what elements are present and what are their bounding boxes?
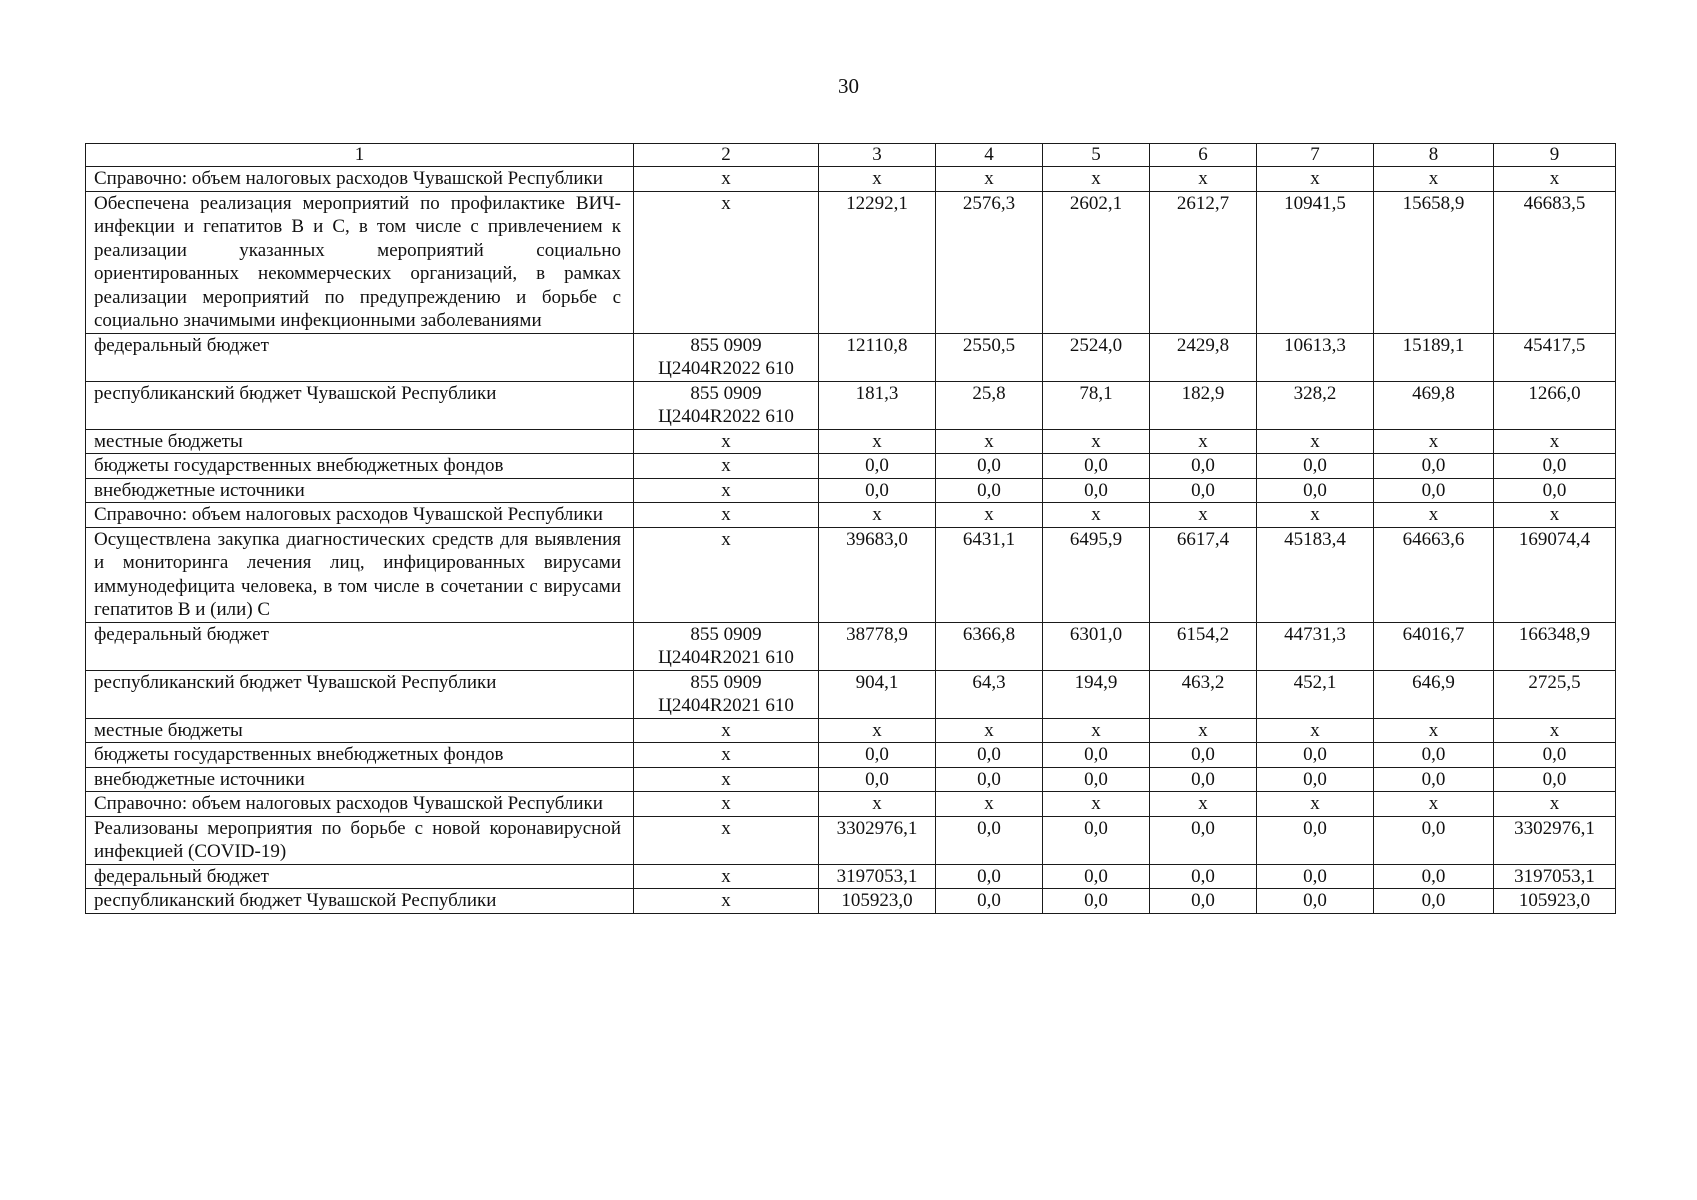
value-cell: 0,0: [1043, 454, 1150, 479]
value-cell: 0,0: [1043, 478, 1150, 503]
value-cell: х: [819, 718, 936, 743]
budget-code-cell: 855 0909 Ц2404R2022 610: [634, 381, 819, 429]
value-cell: 15658,9: [1374, 191, 1494, 333]
table-row: [86, 429, 1616, 454]
column-header: 7: [1257, 144, 1374, 167]
table-row: [86, 767, 1616, 792]
value-cell: 6366,8: [936, 622, 1043, 670]
value-cell: х: [936, 503, 1043, 528]
value-cell: 0,0: [1494, 743, 1616, 768]
value-cell: х: [1257, 429, 1374, 454]
value-cell: х: [1043, 167, 1150, 192]
budget-code-cell: 855 0909 Ц2404R2022 610: [634, 333, 819, 381]
value-cell: 0,0: [1150, 478, 1257, 503]
value-cell: 0,0: [936, 864, 1043, 889]
value-cell: 105923,0: [1494, 889, 1616, 914]
value-cell: х: [1150, 718, 1257, 743]
budget-table: [85, 143, 1616, 914]
value-cell: х: [1043, 718, 1150, 743]
value-cell: х: [1257, 718, 1374, 743]
value-cell: х: [1043, 503, 1150, 528]
value-cell: х: [1494, 167, 1616, 192]
value-cell: 38778,9: [819, 622, 936, 670]
value-cell: 0,0: [936, 454, 1043, 479]
value-cell: 0,0: [1150, 743, 1257, 768]
value-cell: 2429,8: [1150, 333, 1257, 381]
value-cell: 0,0: [819, 478, 936, 503]
value-cell: 328,2: [1257, 381, 1374, 429]
value-cell: 0,0: [1150, 454, 1257, 479]
value-cell: 0,0: [1374, 889, 1494, 914]
row-name-cell: внебюджетные источники: [86, 478, 634, 503]
value-cell: 105923,0: [819, 889, 936, 914]
budget-code-cell: х: [634, 503, 819, 528]
budget-code-cell: х: [634, 816, 819, 864]
table-row: [86, 503, 1616, 528]
row-name-cell: Осуществлена закупка диагностических средств для выявления и мониторинга лечения лиц, инфицированных вирусами иммунодефицита человека, в том числе в сочетании с вирусами гепатитов В и (или) С: [86, 527, 634, 622]
row-name-cell: федеральный бюджет: [86, 333, 634, 381]
value-cell: 194,9: [1043, 670, 1150, 718]
column-header: 3: [819, 144, 936, 167]
table-row: [86, 622, 1616, 670]
value-cell: х: [1257, 167, 1374, 192]
value-cell: х: [1150, 167, 1257, 192]
row-name-cell: бюджеты государственных внебюджетных фондов: [86, 743, 634, 768]
value-cell: 904,1: [819, 670, 936, 718]
table-row: [86, 167, 1616, 192]
value-cell: х: [1494, 503, 1616, 528]
value-cell: х: [1150, 503, 1257, 528]
row-name-cell: республиканский бюджет Чувашской Республики: [86, 889, 634, 914]
value-cell: 45183,4: [1257, 527, 1374, 622]
value-cell: 3197053,1: [1494, 864, 1616, 889]
value-cell: 0,0: [1374, 743, 1494, 768]
value-cell: 3197053,1: [819, 864, 936, 889]
value-cell: 78,1: [1043, 381, 1150, 429]
table-row: [86, 191, 1616, 333]
page-number: 30: [838, 74, 859, 98]
table-row: [86, 381, 1616, 429]
row-name-cell: Справочно: объем налоговых расходов Чувашской Республики: [86, 167, 634, 192]
value-cell: 1266,0: [1494, 381, 1616, 429]
value-cell: 6431,1: [936, 527, 1043, 622]
value-cell: 15189,1: [1374, 333, 1494, 381]
table-row: [86, 527, 1616, 622]
value-cell: 0,0: [1257, 454, 1374, 479]
value-cell: х: [1257, 792, 1374, 817]
value-cell: 10941,5: [1257, 191, 1374, 333]
value-cell: х: [1494, 718, 1616, 743]
budget-code-cell: х: [634, 864, 819, 889]
value-cell: 0,0: [1043, 889, 1150, 914]
budget-code-cell: 855 0909 Ц2404R2021 610: [634, 670, 819, 718]
value-cell: х: [1257, 503, 1374, 528]
row-name-cell: Справочно: объем налоговых расходов Чувашской Республики: [86, 792, 634, 817]
value-cell: 0,0: [1257, 743, 1374, 768]
value-cell: 0,0: [1374, 454, 1494, 479]
column-header: 6: [1150, 144, 1257, 167]
value-cell: 6301,0: [1043, 622, 1150, 670]
value-cell: 0,0: [1150, 816, 1257, 864]
value-cell: 45417,5: [1494, 333, 1616, 381]
value-cell: х: [1374, 718, 1494, 743]
value-cell: 166348,9: [1494, 622, 1616, 670]
value-cell: 0,0: [1257, 767, 1374, 792]
table-row: [86, 792, 1616, 817]
value-cell: 0,0: [1257, 889, 1374, 914]
column-header: 1: [86, 144, 634, 167]
row-name-cell: республиканский бюджет Чувашской Республики: [86, 670, 634, 718]
value-cell: 0,0: [1494, 454, 1616, 479]
value-cell: 463,2: [1150, 670, 1257, 718]
value-cell: 0,0: [1150, 889, 1257, 914]
value-cell: 0,0: [1494, 767, 1616, 792]
row-name-cell: внебюджетные источники: [86, 767, 634, 792]
value-cell: 2576,3: [936, 191, 1043, 333]
value-cell: 0,0: [1374, 478, 1494, 503]
budget-code-cell: х: [634, 454, 819, 479]
column-header: 2: [634, 144, 819, 167]
budget-code-cell: х: [634, 792, 819, 817]
value-cell: х: [1374, 167, 1494, 192]
value-cell: 0,0: [1043, 816, 1150, 864]
table-row: [86, 670, 1616, 718]
value-cell: 0,0: [1257, 478, 1374, 503]
budget-code-cell: х: [634, 767, 819, 792]
value-cell: 646,9: [1374, 670, 1494, 718]
value-cell: 0,0: [819, 454, 936, 479]
row-name-cell: Справочно: объем налоговых расходов Чувашской Республики: [86, 503, 634, 528]
value-cell: х: [936, 429, 1043, 454]
value-cell: 64,3: [936, 670, 1043, 718]
value-cell: 0,0: [936, 743, 1043, 768]
value-cell: 181,3: [819, 381, 936, 429]
value-cell: 10613,3: [1257, 333, 1374, 381]
table-header-row: [86, 144, 1616, 167]
budget-code-cell: х: [634, 191, 819, 333]
row-name-cell: Обеспечена реализация мероприятий по профилактике ВИЧ-инфекции и гепатитов В и С, в том числе с привлечением к реализации указанных мероприятий социально ориентированных некоммерческих организаций, в рамках реализации мероприятий по предупреждению и борьбе с социально значимыми инфекционными заболеваниями: [86, 191, 634, 333]
value-cell: х: [819, 167, 936, 192]
value-cell: 3302976,1: [819, 816, 936, 864]
value-cell: х: [1043, 429, 1150, 454]
value-cell: 2602,1: [1043, 191, 1150, 333]
value-cell: 452,1: [1257, 670, 1374, 718]
value-cell: 0,0: [936, 767, 1043, 792]
value-cell: 0,0: [1043, 767, 1150, 792]
value-cell: х: [1043, 792, 1150, 817]
table-row: [86, 889, 1616, 914]
value-cell: 6154,2: [1150, 622, 1257, 670]
budget-code-cell: х: [634, 889, 819, 914]
budget-code-cell: х: [634, 718, 819, 743]
value-cell: 0,0: [819, 743, 936, 768]
value-cell: 2612,7: [1150, 191, 1257, 333]
row-name-cell: бюджеты государственных внебюджетных фондов: [86, 454, 634, 479]
value-cell: 0,0: [936, 889, 1043, 914]
value-cell: х: [936, 167, 1043, 192]
value-cell: 12110,8: [819, 333, 936, 381]
value-cell: х: [1150, 429, 1257, 454]
row-name-cell: местные бюджеты: [86, 718, 634, 743]
value-cell: 0,0: [1374, 816, 1494, 864]
budget-code-cell: х: [634, 167, 819, 192]
row-name-cell: республиканский бюджет Чувашской Республики: [86, 381, 634, 429]
value-cell: 12292,1: [819, 191, 936, 333]
value-cell: 0,0: [1257, 816, 1374, 864]
column-header: 8: [1374, 144, 1494, 167]
table-row: [86, 816, 1616, 864]
budget-code-cell: х: [634, 743, 819, 768]
table-row: [86, 333, 1616, 381]
budget-code-cell: х: [634, 527, 819, 622]
value-cell: 2550,5: [936, 333, 1043, 381]
value-cell: х: [819, 503, 936, 528]
value-cell: 6617,4: [1150, 527, 1257, 622]
value-cell: х: [936, 718, 1043, 743]
budget-code-cell: х: [634, 478, 819, 503]
value-cell: 3302976,1: [1494, 816, 1616, 864]
value-cell: 0,0: [1494, 478, 1616, 503]
table-row: [86, 718, 1616, 743]
value-cell: 0,0: [1043, 743, 1150, 768]
value-cell: 39683,0: [819, 527, 936, 622]
table-row: [86, 864, 1616, 889]
value-cell: 182,9: [1150, 381, 1257, 429]
value-cell: 46683,5: [1494, 191, 1616, 333]
value-cell: 0,0: [1257, 864, 1374, 889]
value-cell: 64016,7: [1374, 622, 1494, 670]
value-cell: 0,0: [819, 767, 936, 792]
value-cell: 0,0: [1150, 767, 1257, 792]
column-header: 9: [1494, 144, 1616, 167]
column-header: 5: [1043, 144, 1150, 167]
value-cell: х: [1494, 429, 1616, 454]
value-cell: 0,0: [936, 816, 1043, 864]
row-name-cell: Реализованы мероприятия по борьбе с новой коронавирусной инфекцией (COVID-19): [86, 816, 634, 864]
value-cell: 2725,5: [1494, 670, 1616, 718]
value-cell: 0,0: [1043, 864, 1150, 889]
value-cell: х: [819, 792, 936, 817]
budget-code-cell: 855 0909 Ц2404R2021 610: [634, 622, 819, 670]
value-cell: 25,8: [936, 381, 1043, 429]
column-header: 4: [936, 144, 1043, 167]
value-cell: 469,8: [1374, 381, 1494, 429]
value-cell: х: [1150, 792, 1257, 817]
table-row: [86, 478, 1616, 503]
value-cell: х: [936, 792, 1043, 817]
value-cell: х: [1494, 792, 1616, 817]
row-name-cell: федеральный бюджет: [86, 864, 634, 889]
value-cell: 6495,9: [1043, 527, 1150, 622]
value-cell: 0,0: [1374, 767, 1494, 792]
row-name-cell: федеральный бюджет: [86, 622, 634, 670]
value-cell: 0,0: [1150, 864, 1257, 889]
value-cell: х: [1374, 503, 1494, 528]
value-cell: х: [1374, 429, 1494, 454]
value-cell: 64663,6: [1374, 527, 1494, 622]
row-name-cell: местные бюджеты: [86, 429, 634, 454]
table-row: [86, 743, 1616, 768]
value-cell: 0,0: [1374, 864, 1494, 889]
table-row: [86, 454, 1616, 479]
value-cell: 2524,0: [1043, 333, 1150, 381]
budget-code-cell: х: [634, 429, 819, 454]
value-cell: 44731,3: [1257, 622, 1374, 670]
value-cell: х: [1374, 792, 1494, 817]
value-cell: х: [819, 429, 936, 454]
value-cell: 0,0: [936, 478, 1043, 503]
value-cell: 169074,4: [1494, 527, 1616, 622]
